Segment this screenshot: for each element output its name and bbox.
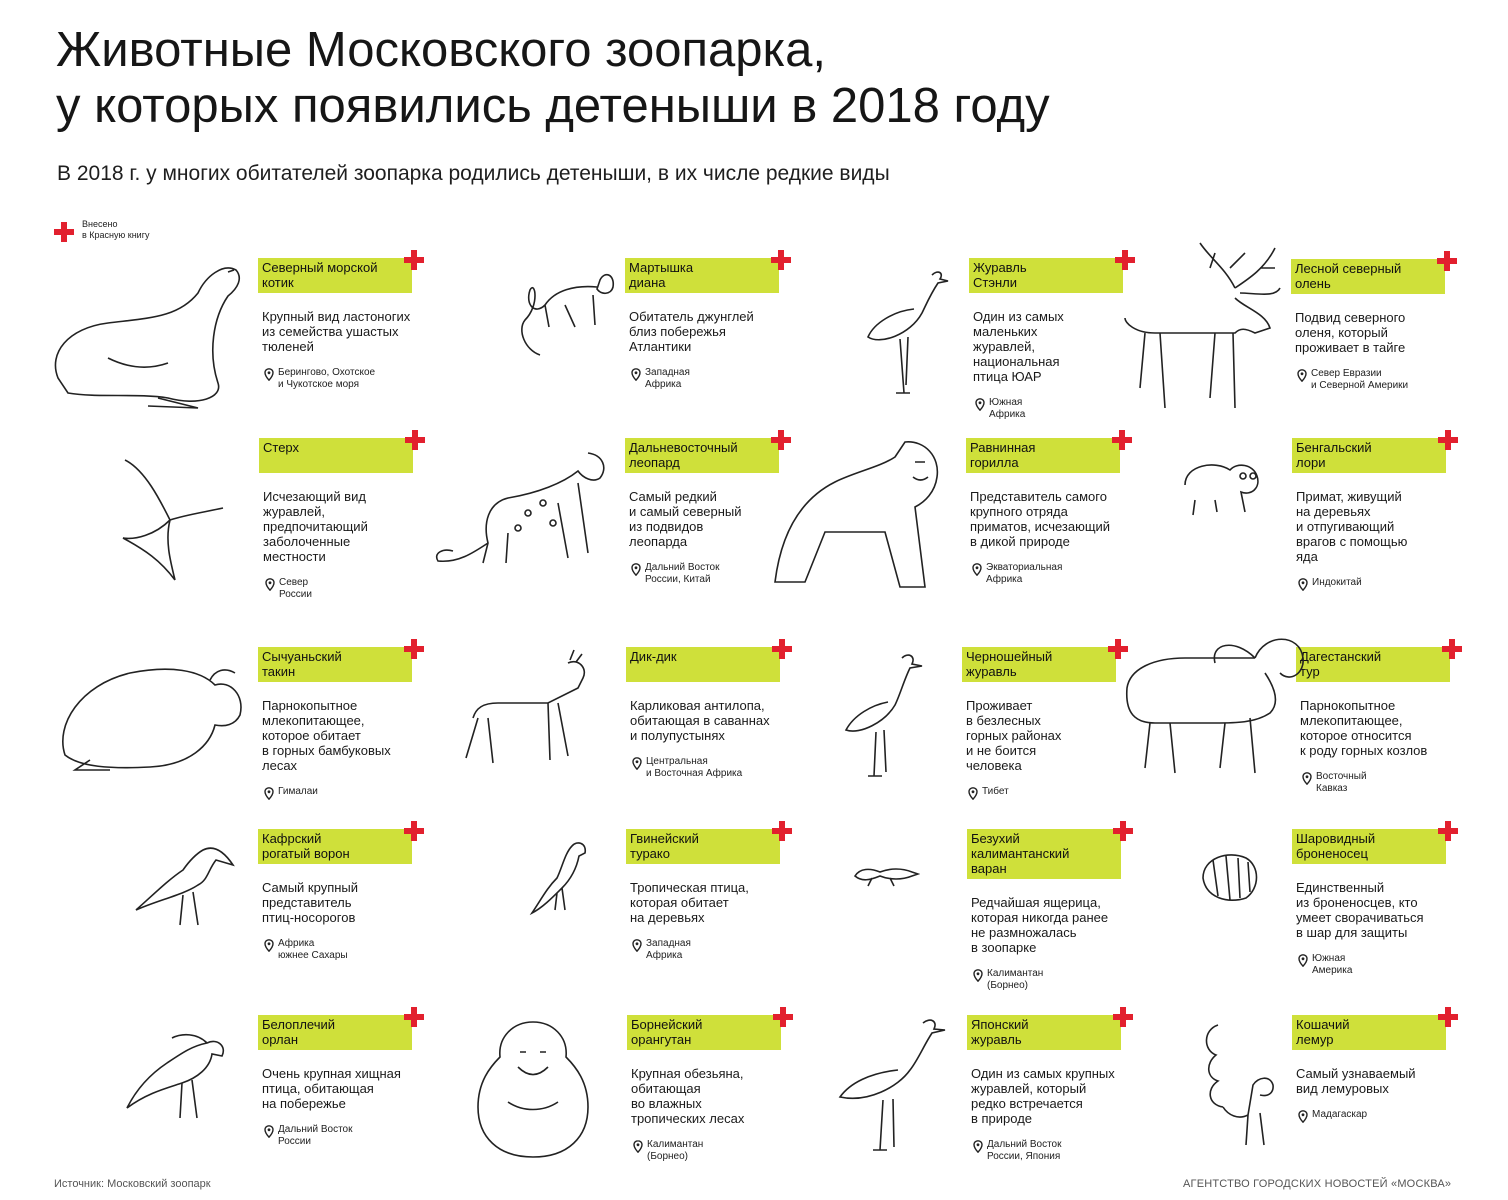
location-pin-icon [264,939,274,952]
orangutan-icon [458,1012,608,1162]
sea-eagle-icon [112,1018,232,1128]
location-line: Восточный [1316,771,1367,782]
animal-name-line: Стэнли [973,275,1018,290]
red-cross-icon [1112,430,1132,450]
description-line: горных районах [966,728,1062,743]
animal-card [1296,647,1471,822]
red-cross-icon [1442,639,1462,659]
animal-name-label [967,829,1121,879]
animal-name-label [258,258,412,293]
description-line: человека [966,758,1022,773]
location-pin-icon [1298,1110,1308,1123]
diana-monkey-icon [505,265,620,365]
agency-credit: АГЕНТСТВО ГОРОДСКИХ НОВОСТЕЙ «МОСКВА» [1183,1178,1452,1190]
animal-name-label [627,1015,781,1050]
animal-name-line: лори [1296,455,1326,470]
description-line: Проживает [966,698,1033,713]
location-text [989,397,1129,421]
location-text [646,938,786,962]
animal-description [971,895,1146,955]
location-text [987,1139,1127,1163]
red-cross-icon [771,250,791,270]
location-text [1316,771,1456,795]
animal-name-line: журавль [966,664,1017,679]
animal-name-line: Кафрский [262,831,322,846]
description-line: лесах [262,758,298,773]
location-pin-icon [264,787,274,800]
animal-card [1292,1015,1467,1190]
description-line: близ побережья [629,324,726,339]
description-line: яда [1296,549,1318,564]
animal-name-line: Белоплечий [262,1017,336,1032]
animal-description [263,489,438,564]
animal-card [626,647,801,822]
description-line: проживает в тайге [1295,340,1406,355]
location-line: (Борнео) [987,980,1028,991]
red-cross-icon [1438,430,1458,450]
location-line: Экваториальная [986,562,1063,573]
location-line: (Борнео) [647,1151,688,1162]
description-line: Примат, живущий [1296,489,1402,504]
location-pin-icon [973,969,983,982]
animal-name-line: Дик-дик [630,649,677,664]
red-cross-icon [404,250,424,270]
animal-name-line: рогатый ворон [262,846,350,861]
red-cross-icon [1113,1007,1133,1027]
description-line: во влажных [631,1096,702,1111]
description-line: птица ЮАР [973,369,1042,384]
animal-name-line: лемур [1296,1032,1334,1047]
location-line: Африка [986,574,1023,585]
description-line: умеет сворачиваться [1296,910,1424,925]
description-line: журавлей, [263,504,325,519]
animal-name-line: Дальневосточный [629,440,738,455]
animal-name-label [626,647,780,682]
location-line: Берингово, Охотское [278,367,376,378]
animal-card [259,438,434,613]
animal-name-label [1292,1015,1446,1050]
animal-name-line: Шаровидный [1296,831,1376,846]
description-line: национальная [973,354,1060,369]
description-line: из подвидов [629,519,704,534]
animal-card [1292,829,1467,1004]
description-line: и самый северный [629,504,742,519]
location-line: Америка [1312,965,1353,976]
description-line: Очень крупная хищная [262,1066,401,1081]
dik-dik-icon [458,648,598,768]
animal-description [629,309,804,354]
title-line-2: у которых появились детеныши в 2018 году [56,79,1050,133]
description-line: оленя, который [1295,325,1388,340]
siberian-crane-icon [115,450,230,585]
location-text [279,577,419,601]
animal-card [626,829,801,1004]
source-note: Источник: Московский зоопарк [54,1178,211,1190]
location-pin-icon [975,398,985,411]
animal-name-line: такин [262,664,296,679]
animal-name-line: тур [1300,664,1320,679]
animal-name-line: Сычуаньский [262,649,342,664]
animal-name-label [259,438,413,473]
description-line: в горных бамбуковых [262,743,391,758]
japanese-crane-icon [828,1015,948,1155]
animal-name-label [258,1015,412,1050]
description-line: Подвид северного [1295,310,1406,325]
location-line: и Чукотское моря [278,379,360,390]
gorilla-icon [765,432,950,592]
location-line: Дальний Восток [645,562,720,573]
animal-name-label [1296,647,1450,682]
location-line: и Северной Америки [1311,380,1409,391]
location-line: России [278,1136,311,1147]
description-line: в безлесных [966,713,1041,728]
location-line: Тибет [982,786,1009,797]
location-line: Западная [645,367,690,378]
location-pin-icon [1298,954,1308,967]
red-cross-icon [1438,821,1458,841]
red-cross-icon [404,1007,424,1027]
description-line: в природе [971,1111,1033,1126]
animal-card [258,1015,433,1190]
location-text [986,562,1126,586]
description-line: и полупустынях [630,728,725,743]
turaco-icon [527,838,592,918]
description-line: Парнокопытное [1300,698,1396,713]
red-cross-icon [405,430,425,450]
location-line: Север Евразии [1311,368,1382,379]
location-pin-icon [973,1140,983,1153]
hornbill-icon [128,840,238,930]
description-line: маленьких [973,324,1038,339]
description-line: Самый крупный [262,880,359,895]
location-pin-icon [264,1125,274,1138]
description-line: к роду горных козлов [1300,743,1428,758]
animal-name-line: калимантанский [971,846,1070,861]
animal-card [1292,438,1467,613]
description-line: обитающая [631,1081,701,1096]
animal-name-line: Гвинейский [630,831,699,846]
red-cross-icon [404,639,424,659]
location-line: Дальний Восток [278,1124,353,1135]
animal-card [967,1015,1142,1190]
animal-name-label [1292,829,1446,864]
animal-description [1296,1066,1471,1096]
location-line: России, Япония [987,1151,1061,1162]
location-line: Африка [278,938,315,949]
location-pin-icon [1297,369,1307,382]
animal-name-line: диана [629,275,666,290]
description-line: Исчезающий вид [263,489,366,504]
animal-description [262,309,437,354]
location-text [278,938,418,962]
animal-name-line: Дагестанский [1300,649,1382,664]
legend-label: Внесено в Красную книгу [82,219,150,240]
animal-name-line: Черношейный [966,649,1053,664]
animal-description [262,698,437,773]
animal-name-line: броненосец [1296,846,1368,861]
description-line: журавлей, который [971,1081,1087,1096]
animal-name-line: Мартышка [629,260,694,275]
description-line: из броненосцев, кто [1296,895,1418,910]
animal-name-line: орлан [262,1032,299,1047]
description-line: приматов, исчезающий [970,519,1111,534]
animal-name-label [1292,438,1446,473]
location-line: Калимантан [987,968,1044,979]
description-line: Один из самых [973,309,1064,324]
animal-card [258,829,433,1004]
animal-card [967,829,1142,1004]
description-line: из семейства ушастых [262,324,399,339]
animal-description [262,1066,437,1111]
description-line: не размножалась [971,925,1077,940]
location-text [278,786,418,798]
monitor-lizard-icon [850,858,920,888]
description-line: на побережье [262,1096,346,1111]
animal-description [262,880,437,925]
animal-name-label [1291,259,1445,294]
description-line: Крупный вид ластоногих [262,309,411,324]
location-line: Западная [646,938,691,949]
description-line: птица, обитающая [262,1081,374,1096]
description-line: Один из самых крупных [971,1066,1115,1081]
description-line: журавлей, [973,339,1035,354]
location-line: Север [279,577,309,588]
animal-card [1291,259,1466,434]
animal-card [258,258,433,433]
animal-name-label [962,647,1116,682]
description-line: Обитатель джунглей [629,309,754,324]
animal-name-line: леопард [629,455,680,470]
description-line: Крупная обезьяна, [631,1066,744,1081]
takin-icon [50,655,250,775]
location-pin-icon [972,563,982,576]
description-line: которая никогда ранее [971,910,1109,925]
red-cross-icon [772,821,792,841]
description-line: крупного отряда [970,504,1068,519]
description-line: которое обитает [262,728,361,743]
location-line: Африка [989,409,1026,420]
animal-card [966,438,1141,613]
location-pin-icon [632,757,642,770]
location-pin-icon [631,368,641,381]
location-line: и Восточная Африка [646,768,743,779]
location-text [278,1124,418,1148]
location-line: Мадагаскар [1312,1109,1368,1120]
location-line: южнее Сахары [278,950,348,961]
description-line: местности [263,549,326,564]
loris-icon [1175,450,1270,520]
location-line: Дальний Восток [987,1139,1062,1150]
description-line: Единственный [1296,880,1385,895]
red-cross-icon [54,222,74,242]
location-line: Африка [645,379,682,390]
fur-seal-icon [38,258,248,413]
description-line: и отпугивающий [1296,519,1395,534]
animal-name-label [626,829,780,864]
leopard-icon [428,443,613,583]
animal-description [631,1066,806,1126]
animal-name-line: котик [262,275,294,290]
description-line: Парнокопытное [262,698,358,713]
animal-card [625,258,800,433]
animal-description [970,489,1145,549]
location-line: Африка [646,950,683,961]
animal-name-line: Бенгальский [1296,440,1372,455]
animal-description [1296,489,1471,564]
location-line: Калимантан [647,1139,704,1150]
location-line: Южная [1312,953,1346,964]
animal-name-label [967,1015,1121,1050]
description-line: леопарда [629,534,688,549]
location-pin-icon [632,939,642,952]
red-cross-icon [404,821,424,841]
description-line: которое относится [1300,728,1412,743]
animal-description [1295,310,1470,355]
location-text [1312,577,1452,589]
description-line: тропических лесах [631,1111,745,1126]
description-line: и не боится [966,743,1037,758]
animal-name-label [258,829,412,864]
animal-name-line: Равнинная [970,440,1036,455]
location-line: Гималаи [278,786,318,797]
location-text [645,562,785,586]
animal-name-line: Стерх [263,440,300,455]
location-pin-icon [1298,578,1308,591]
description-line: Тропическая птица, [630,880,749,895]
page-title [56,22,1456,134]
location-pin-icon [265,578,275,591]
lemur-icon [1198,1015,1278,1150]
armadillo-icon [1198,848,1263,903]
animal-name-label [625,438,779,473]
description-line: Карликовая антилопа, [630,698,765,713]
location-text [645,367,785,391]
crane-icon [860,265,950,400]
description-line: Представитель самого [970,489,1107,504]
location-line: Центральная [646,756,708,767]
location-pin-icon [633,1140,643,1153]
location-text [647,1139,787,1163]
description-line: млекопитающее, [262,713,365,728]
location-line: России, Китай [645,574,711,585]
animal-description [1300,698,1475,758]
animal-name-line: Журавль [973,260,1027,275]
animal-description [630,880,805,925]
page-subtitle: В 2018 г. у многих обитателей зоопарка родились детеныши, в их числе редкие виды [57,162,890,185]
description-line: представитель [262,895,352,910]
animal-name-line: олень [1295,276,1331,291]
description-line: в зоопарке [971,940,1037,955]
animal-name-line: горилла [970,455,1019,470]
red-cross-icon [772,639,792,659]
description-line: заболоченные [263,534,351,549]
animal-name-label [625,258,779,293]
animal-name-line: Кошачий [1296,1017,1350,1032]
red-cross-icon [1437,251,1457,271]
animal-name-line: орангутан [631,1032,692,1047]
description-line: редко встречается [971,1096,1083,1111]
location-pin-icon [264,368,274,381]
animal-name-line: Борнейский [631,1017,703,1032]
animal-name-line: турако [630,846,670,861]
animal-name-label [966,438,1120,473]
animal-name-line: Японский [971,1017,1029,1032]
reindeer-icon [1115,238,1290,413]
location-text [982,786,1122,798]
description-line: в шар для защиты [1296,925,1408,940]
description-line: в дикой природе [970,534,1070,549]
description-line: вид лемуровых [1296,1081,1389,1096]
description-line: на деревьях [630,910,705,925]
description-line: врагов с помощью [1296,534,1408,549]
animal-card [627,1015,802,1190]
animal-name-line: журавль [971,1032,1022,1047]
location-text [1312,953,1452,977]
animal-name-line: Безухий [971,831,1020,846]
animal-description [971,1066,1146,1126]
location-line: Кавказ [1316,783,1348,794]
description-line: обитающая в саваннах [630,713,770,728]
animal-card [962,647,1137,822]
description-line: птиц-носорогов [262,910,356,925]
description-line: на деревьях [1296,504,1371,519]
location-line: Южная [989,397,1023,408]
title-line-1: Животные Московского зоопарка, [56,23,826,77]
description-line: Редчайшая ящерица, [971,895,1101,910]
description-line: Атлантики [629,339,692,354]
location-text [646,756,786,780]
location-pin-icon [968,787,978,800]
tur-icon [1115,628,1310,778]
animal-name-label [969,258,1123,293]
red-cross-icon [1438,1007,1458,1027]
animal-description [630,698,805,743]
animal-card [258,647,433,822]
location-text [1311,368,1451,392]
animal-name-line: Лесной северный [1295,261,1402,276]
description-line: Самый узнаваемый [1296,1066,1416,1081]
animal-description [1296,880,1471,940]
animal-name-line: Северный морской [262,260,378,275]
red-cross-icon [1113,821,1133,841]
red-cross-icon [773,1007,793,1027]
animal-name-line: варан [971,861,1007,876]
black-necked-crane-icon [840,650,930,780]
description-line: Самый редкий [629,489,717,504]
description-line: предпочитающий [263,519,368,534]
location-line: России [279,589,312,600]
location-pin-icon [631,563,641,576]
location-text [278,367,418,391]
location-line: Индокитай [1312,577,1362,588]
description-line: которая обитает [630,895,729,910]
location-text [987,968,1127,992]
location-text [1312,1109,1452,1121]
animal-name-label [258,647,412,682]
description-line: млекопитающее, [1300,713,1403,728]
description-line: тюленей [262,339,314,354]
